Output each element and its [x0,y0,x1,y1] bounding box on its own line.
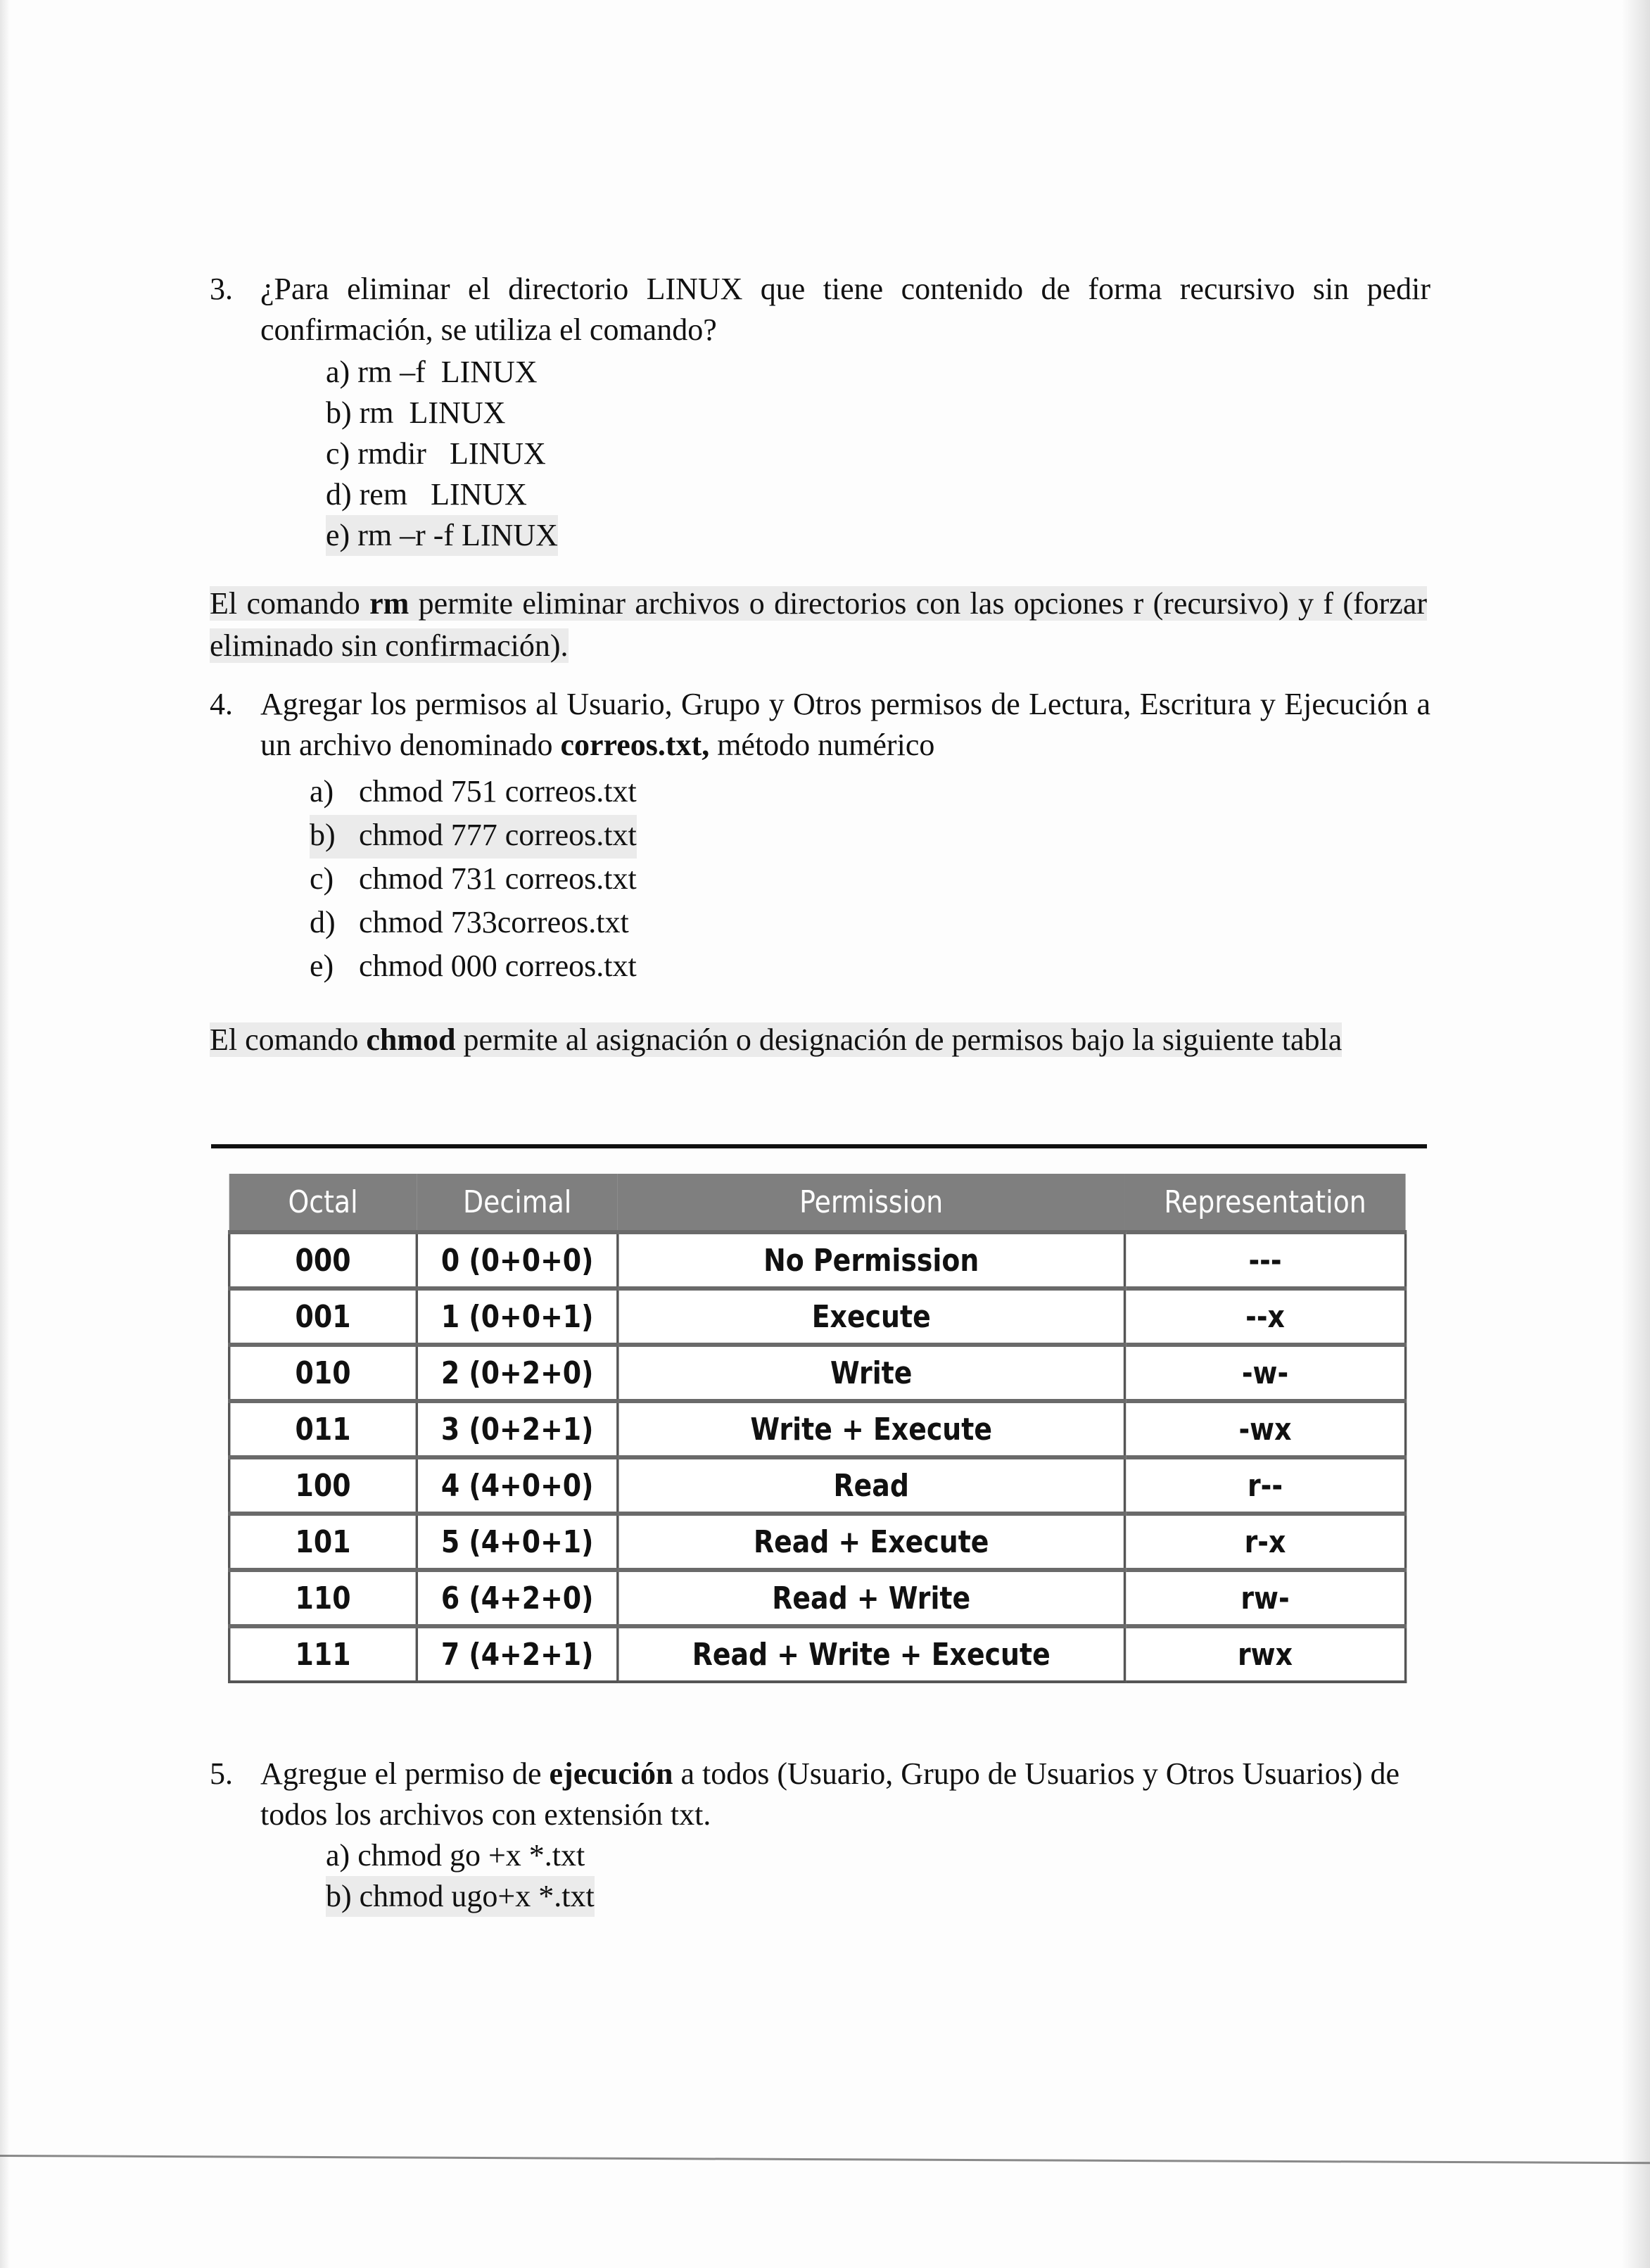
option-text: rm –f LINUX [357,355,538,389]
note-command: rm [369,586,410,621]
option-a [326,1835,1406,1876]
cell-decimal: 1 (0+0+1) [417,1288,618,1345]
cell-permission: Execute [618,1288,1125,1345]
cell-octal: 100 [229,1457,417,1514]
question-filename: correos.txt, [560,728,710,762]
cell-octal: 010 [229,1345,417,1401]
option-text: chmod 733correos.txt [359,905,629,939]
answer-options [326,352,1430,556]
option-label: b) [310,818,336,852]
option-label: c) [326,436,350,471]
table-row [229,1401,1406,1457]
option-text: chmod 731 correos.txt [359,861,637,896]
cell-decimal: 7 (4+2+1) [417,1626,618,1682]
question-number: 4. [210,687,233,721]
option-text: chmod go +x *.txt [357,1838,585,1873]
note-chmod-explanation [210,1019,1427,1061]
cell-permission: Read + Execute [618,1514,1125,1570]
option-label: c) [310,861,334,896]
option-label: b) [326,395,352,430]
option-text: rm –r -f LINUX [357,518,558,552]
scan-fold-line [0,2155,1650,2164]
option-text: rmdir LINUX [357,436,546,471]
option-label: b) [326,1879,352,1913]
note-text: permite al asignación o designación de permisos bajo la siguiente tabla [455,1022,1343,1057]
option-text: chmod ugo+x *.txt [359,1879,595,1913]
horizontal-rule [211,1144,1427,1148]
cell-permission: Write [618,1345,1125,1401]
cell-octal: 001 [229,1288,417,1345]
option-b-highlighted [310,815,637,859]
cell-representation: r-x [1124,1514,1405,1570]
cell-decimal: 6 (4+2+0) [417,1570,618,1626]
cell-decimal: 2 (0+2+0) [417,1345,618,1401]
option-d [310,902,1430,946]
cell-permission: Read + Write [618,1570,1125,1626]
note-text: permite eliminar archivos o directorios con las opciones r (recursivo) y f (forzar eliminado sin confirmación). [210,586,1427,663]
option-label: e) [310,949,334,983]
header-decimal: Decimal [417,1174,618,1232]
permissions-table [228,1174,1407,1683]
question-text-part: método numérico [709,728,935,762]
option-e-highlighted [326,515,558,556]
option-label: d) [310,905,336,939]
cell-permission: No Permission [618,1232,1125,1288]
cell-representation: -w- [1124,1345,1405,1401]
question-3 [210,269,1430,556]
note-text: El comando [210,1022,367,1057]
option-b [326,393,1430,433]
option-label: a) [326,1838,350,1873]
question-text-part: Agregue el permiso de [260,1756,550,1791]
question-text-part: a todos (Usuario, Grupo de Usuarios y Otros Usuarios) de todos los archivos con extensión txt. [260,1756,1400,1832]
header-octal: Octal [229,1174,417,1232]
answer-options [310,771,1430,989]
cell-decimal: 5 (4+0+1) [417,1514,618,1570]
note-command: chmod [366,1022,456,1057]
option-label: a) [326,355,350,389]
option-a [326,352,1430,393]
cell-representation: --- [1124,1232,1405,1288]
cell-representation: -wx [1124,1401,1405,1457]
table-row [229,1457,1406,1514]
cell-permission: Read [618,1457,1125,1514]
cell-representation: r-- [1124,1457,1405,1514]
option-c [310,859,1430,902]
table-row [229,1626,1406,1682]
cell-decimal: 4 (4+0+0) [417,1457,618,1514]
cell-octal: 000 [229,1232,417,1288]
cell-representation: rw- [1124,1570,1405,1626]
cell-octal: 011 [229,1401,417,1457]
cell-octal: 101 [229,1514,417,1570]
table-header-row [229,1174,1406,1232]
option-b-highlighted [326,1876,595,1917]
option-label: d) [326,477,352,512]
option-a [310,771,1430,815]
scan-edge-right [1622,0,1650,2268]
cell-permission: Read + Write + Execute [618,1626,1125,1682]
option-text: chmod 751 correos.txt [359,774,637,809]
question-text: ¿Para eliminar el directorio LINUX que tiene contenido de forma recursivo sin pedir confirmación, se utiliza el comando? [260,272,1430,347]
option-text: chmod 000 correos.txt [359,949,637,983]
option-c [326,433,1430,474]
question-text [260,1754,1406,1835]
question-text-part: Agregar los permisos al Usuario, Grupo y Otros permisos de Lectura, Escritura y Ejecución a un archivo denominado [260,687,1430,762]
option-e [310,946,1430,989]
cell-representation: --x [1124,1288,1405,1345]
note-rm-explanation [210,583,1427,667]
cell-decimal: 3 (0+2+1) [417,1401,618,1457]
table-row [229,1514,1406,1570]
option-text: rem LINUX [359,477,527,512]
option-text: rm LINUX [359,395,506,430]
cell-decimal: 0 (0+0+0) [417,1232,618,1288]
cell-permission: Write + Execute [618,1401,1125,1457]
question-text [260,684,1430,766]
table-row [229,1345,1406,1401]
question-4 [210,684,1430,989]
cell-octal: 110 [229,1570,417,1626]
question-number: 3. [210,272,233,306]
table-body [229,1232,1406,1682]
header-representation: Representation [1124,1174,1405,1232]
option-label: a) [310,774,334,809]
option-d [326,474,1430,515]
table-row [229,1570,1406,1626]
cell-representation: rwx [1124,1626,1405,1682]
note-text: El comando [210,586,370,621]
header-permission: Permission [618,1174,1125,1232]
question-number: 5. [210,1756,233,1791]
cell-octal: 111 [229,1626,417,1682]
scan-edge-left [0,0,10,2268]
table-row [229,1288,1406,1345]
option-text: chmod 777 correos.txt [359,818,637,852]
table-row [229,1232,1406,1288]
option-label: e) [326,518,350,552]
question-5 [210,1754,1406,1917]
question-keyword: ejecución [549,1756,673,1791]
answer-options [326,1835,1406,1917]
